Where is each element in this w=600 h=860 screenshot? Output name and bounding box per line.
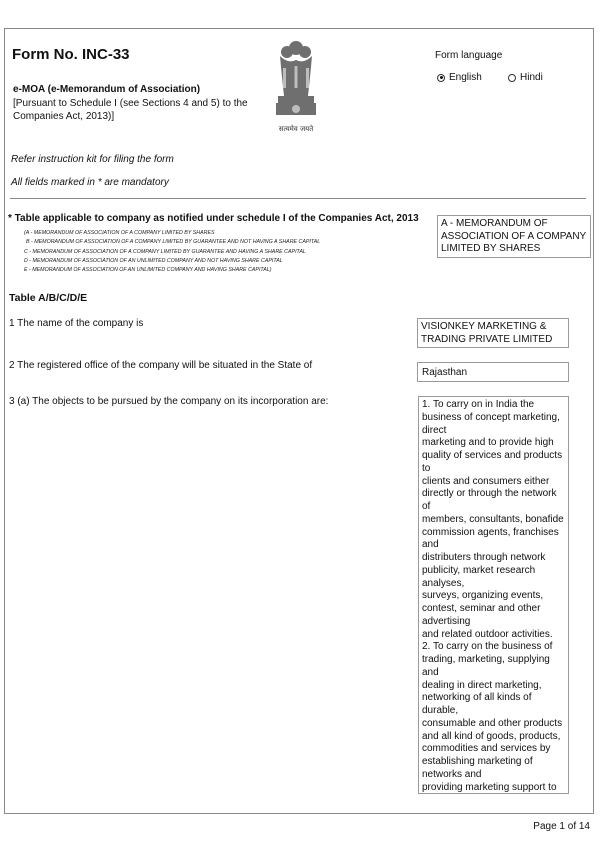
- form-number: Form No. INC-33: [12, 46, 130, 63]
- table-applicable-field[interactable]: A - MEMORANDUM OF ASSOCIATION OF A COMPANY LIMITED BY SHARES: [437, 215, 591, 258]
- objects-label: 3 (a) The objects to be pursued by the company on its incorporation are:: [9, 396, 329, 407]
- radio-selected-icon[interactable]: [437, 74, 445, 82]
- language-english-label: English: [449, 72, 482, 83]
- form-language-label: Form language: [435, 50, 503, 61]
- page-indicator: Page 1 of 14: [533, 821, 590, 832]
- section-title: Table A/B/C/D/E: [9, 292, 88, 304]
- registered-office-label: 2 The registered office of the company will be situated in the State of: [9, 360, 313, 371]
- header-divider: [10, 198, 586, 199]
- national-emblem-icon: [266, 38, 326, 136]
- instruction-kit-note: Refer instruction kit for filing the form: [11, 154, 174, 165]
- registered-office-state-field[interactable]: Rajasthan: [417, 362, 569, 382]
- company-name-label: 1 The name of the company is: [9, 318, 144, 329]
- language-option-hindi[interactable]: [508, 72, 543, 83]
- table-option-c: C - MEMORANDUM OF ASSOCIATION OF A COMPANY LIMITED BY GUARANTEE AND HAVING A SHARE CAPITAL: [24, 248, 306, 255]
- objects-field[interactable]: 1. To carry on in India the business of concept marketing, direct marketing and to provide high quality of services and products to clients and consumers either directly or through the network of members, consultants, bonafide commission agents, franchises and distributers through network publicity, market research analyses, surveys, organizing events, contest, seminar and other advertising and related outdoor activities. 2. To carry on the business of trading, marketing, supplying and dealing in direct marketing, networking of all kinds of durable, consumable and other products and all kind of goods, products, commodities and services by establishing marketing of networks and providing marketing support to: [418, 396, 569, 794]
- language-option-english[interactable]: [437, 72, 482, 83]
- table-applicable-label: * Table applicable to company as notified under schedule I of the Companies Act, 2013: [8, 213, 419, 224]
- table-option-a: (A - MEMORANDUM OF ASSOCIATION OF A COMPANY LIMITED BY SHARES: [24, 230, 215, 236]
- company-name-field[interactable]: VISIONKEY MARKETING & TRADING PRIVATE LIMITED: [417, 318, 569, 348]
- table-options-list: [24, 229, 320, 275]
- table-option-e: E - MEMORANDUM OF ASSOCIATION OF AN UNLIMITED COMPANY AND HAVING SHARE CAPITAL): [24, 267, 272, 274]
- mandatory-note: All fields marked in * are mandatory: [11, 177, 169, 188]
- table-option-d: D - MEMORANDUM OF ASSOCIATION OF AN UNLIMITED COMPANY AND NOT HAVING SHARE CAPITAL: [24, 257, 283, 264]
- form-title: e-MOA (e-Memorandum of Association): [13, 84, 201, 95]
- table-option-b: B - MEMORANDUM OF ASSOCIATION OF A COMPANY LIMITED BY GUARANTEE AND NOT HAVING A SHARE CAPITAL: [26, 239, 321, 246]
- radio-unselected-icon[interactable]: [508, 74, 516, 82]
- emblem-motto: सत्यमेव जयते: [278, 125, 314, 133]
- pursuant-text: [Pursuant to Schedule I (see Sections 4 and 5) to the Companies Act, 2013)]: [13, 98, 248, 122]
- language-hindi-label: Hindi: [520, 72, 543, 83]
